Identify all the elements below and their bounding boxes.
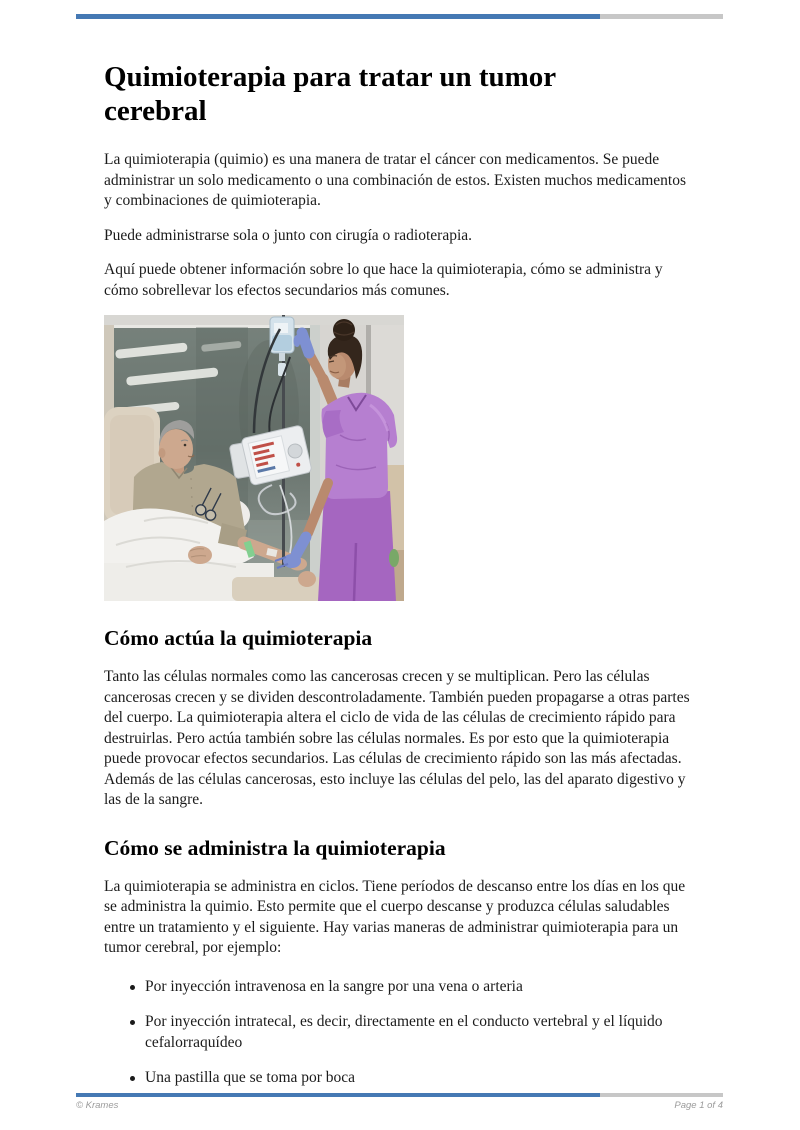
patient-face bbox=[159, 429, 193, 469]
section-paragraph-how-it-works: Tanto las células normales como las cancerosas crecen y se multiplican. Pero las células cancerosas crecen y se dividen descontroladamente. También pueden propagarse a otras partes del cuerpo. La quimioterapia altera el ciclo de vida de las células de crecimiento rápido para destruirlas. Pero actúa también sobre las células normales. Es por esto que la quimioterapia puede provocar efectos secundarios. Las células de crecimiento rápido son las más afectadas. Además de las células cancerosas, esto incluye las células del pelo, las del aparato digestivo y las de la sangre. bbox=[104, 668, 690, 808]
accent-bar-gray-segment bbox=[600, 14, 723, 19]
top-accent-bar bbox=[76, 14, 723, 19]
intro-paragraph-3: Aquí puede obtener información sobre lo que hace la quimioterapia, cómo se administra y cómo sobrellevar los efectos secundarios más comunes. bbox=[104, 261, 663, 299]
list-item-intrathecal: Por inyección intratecal, es decir, directamente en el conducto vertebral y el líquido cefalorraquídeo bbox=[104, 1012, 692, 1053]
intro-paragraph-1: La quimioterapia (quimio) es una manera de tratar el cáncer con medicamentos. Se puede administrar un solo medicamento o una combinación de estos. Existen muchos medicamentos y combinaciones de quimioterapia. bbox=[104, 151, 686, 209]
page-number-label: Page 1 of 4 bbox=[674, 1100, 723, 1111]
chemo-infusion-photo bbox=[104, 315, 404, 601]
page-footer bbox=[76, 1100, 723, 1111]
copyright-text: © Krames bbox=[76, 1100, 119, 1111]
nurse-upper-glove bbox=[302, 333, 309, 353]
footer-accent-bar bbox=[76, 1093, 723, 1097]
section-heading-how-it-works: Cómo actúa la quimioterapia bbox=[104, 626, 373, 650]
section-heading-how-given: Cómo se administra la quimioterapia bbox=[104, 835, 446, 860]
list-item-intravenous: Por inyección intravenosa en la sangre por una vena o arteria bbox=[104, 977, 692, 998]
section-paragraph-how-given: La quimioterapia se administra en ciclos. Tiene períodos de descanso entre los días en los que se administra la quimio. Esto permite que el cuerpo descanse y produzca células saludables entre un tratamiento y el siguiente. Hay varias maneras de administrar quimioterapia para un tumor cerebral, por ejemplo: bbox=[104, 877, 686, 956]
patient-fist bbox=[298, 571, 316, 587]
footer-bar-gray-segment bbox=[600, 1093, 723, 1097]
green-equipment bbox=[389, 549, 399, 567]
intro-paragraph-2: Puede administrarse sola o junto con cirugía o radioterapia. bbox=[104, 226, 473, 244]
administration-methods-list bbox=[104, 977, 692, 1089]
document-body bbox=[104, 60, 692, 1104]
accent-bar-blue-segment bbox=[76, 14, 600, 19]
page-title: Quimioterapia para tratar un tumor cerebral bbox=[104, 61, 556, 127]
list-item-oral: Una pastilla que se toma por boca bbox=[104, 1068, 692, 1089]
footer-bar-blue-segment bbox=[76, 1093, 600, 1097]
